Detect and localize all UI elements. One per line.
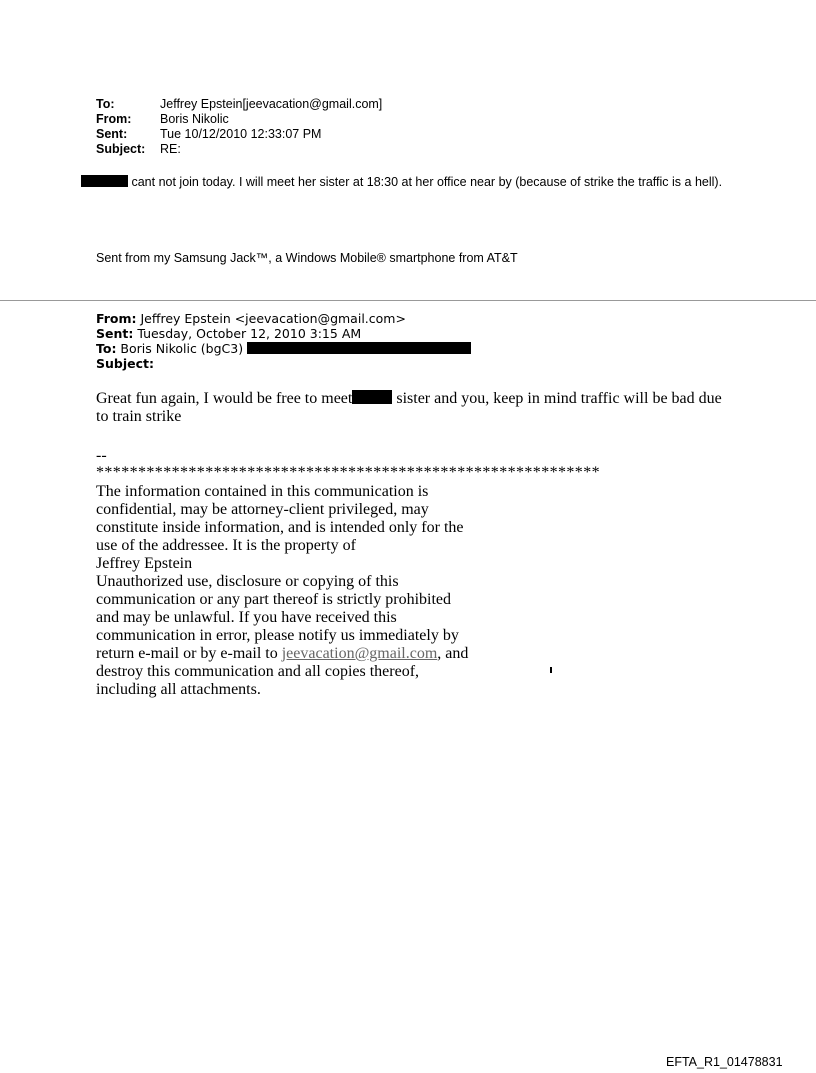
stray-mark (550, 667, 552, 673)
original-to-label: To: (96, 341, 117, 356)
reply-sent-label: Sent: (96, 127, 128, 141)
reply-sent-row (96, 127, 382, 142)
reply-to-row (96, 97, 382, 112)
reply-body-text: cant not join today. I will meet her sister at 18:30 at her office near by (because of strike the traffic is a hell). (128, 175, 723, 189)
original-from-value: Jeffrey Epstein <jeevacation@gmail.com> (136, 311, 406, 326)
reply-from-label: From: (96, 112, 132, 126)
original-sent-row (96, 326, 471, 341)
original-body-text-2: sister and you, keep in mind traffic will be bad due to train strike (96, 390, 722, 425)
reply-signature: Sent from my Samsung Jack™, a Windows Mobile® smartphone from AT&T (96, 251, 518, 265)
reply-to-label: To: (96, 97, 115, 111)
original-sent-label: Sent: (96, 326, 134, 341)
disclaimer-owner: Jeffrey Epstein (96, 555, 193, 572)
disclaimer-email-link[interactable]: jeevacation@gmail.com (281, 645, 438, 662)
redaction-bar (81, 175, 128, 187)
reply-subject-row (96, 142, 382, 157)
reply-subject-label: Subject: (96, 142, 146, 156)
reply-to-value: Jeffrey Epstein[jeevacation@gmail.com] (160, 97, 383, 111)
original-from-label: From: (96, 311, 137, 326)
asterisk-line: ************************************************************ (96, 464, 600, 481)
signature-separator: -- (96, 447, 107, 464)
original-to-row (96, 341, 471, 356)
document-id: EFTA_R1_01478831 (666, 1055, 783, 1069)
original-header (96, 311, 471, 371)
message-divider (0, 300, 816, 301)
reply-header (96, 97, 382, 157)
disclaimer (96, 483, 476, 699)
original-from-row (96, 311, 471, 326)
redaction-bar (352, 390, 392, 404)
reply-sent-value: Tue 10/12/2010 12:33:07 PM (160, 127, 322, 141)
original-subject-label: Subject: (96, 356, 154, 371)
disclaimer-text-1: The information contained in this communication is confidential, may be attorney-client privileged, may constitute inside information, and is intended only for the use of the addressee. It is the property of (96, 483, 464, 554)
original-body-text-1: Great fun again, I would be free to meet (96, 390, 353, 407)
original-body (96, 390, 736, 426)
original-subject-row (96, 356, 471, 371)
original-to-value: Boris Nikolic (bgC3) (116, 341, 248, 356)
reply-from-row (96, 112, 382, 127)
redaction-bar (247, 342, 471, 354)
disclaimer-text-2: Unauthorized use, disclosure or copying of this communication or any part thereof is strictly prohibited and may be unlawful. If you have received this communication in error, please notify us immediately by return e-mail or by e-mail to (96, 573, 459, 662)
reply-body (81, 175, 741, 190)
reply-from-value: Boris Nikolic (160, 112, 229, 126)
original-sent-value: Tuesday, October 12, 2010 3:15 AM (133, 326, 362, 341)
disclaimer-text-3: , and destroy this communication and all copies thereof, including all attachments. (96, 645, 469, 698)
reply-subject-value: RE: (160, 142, 181, 156)
